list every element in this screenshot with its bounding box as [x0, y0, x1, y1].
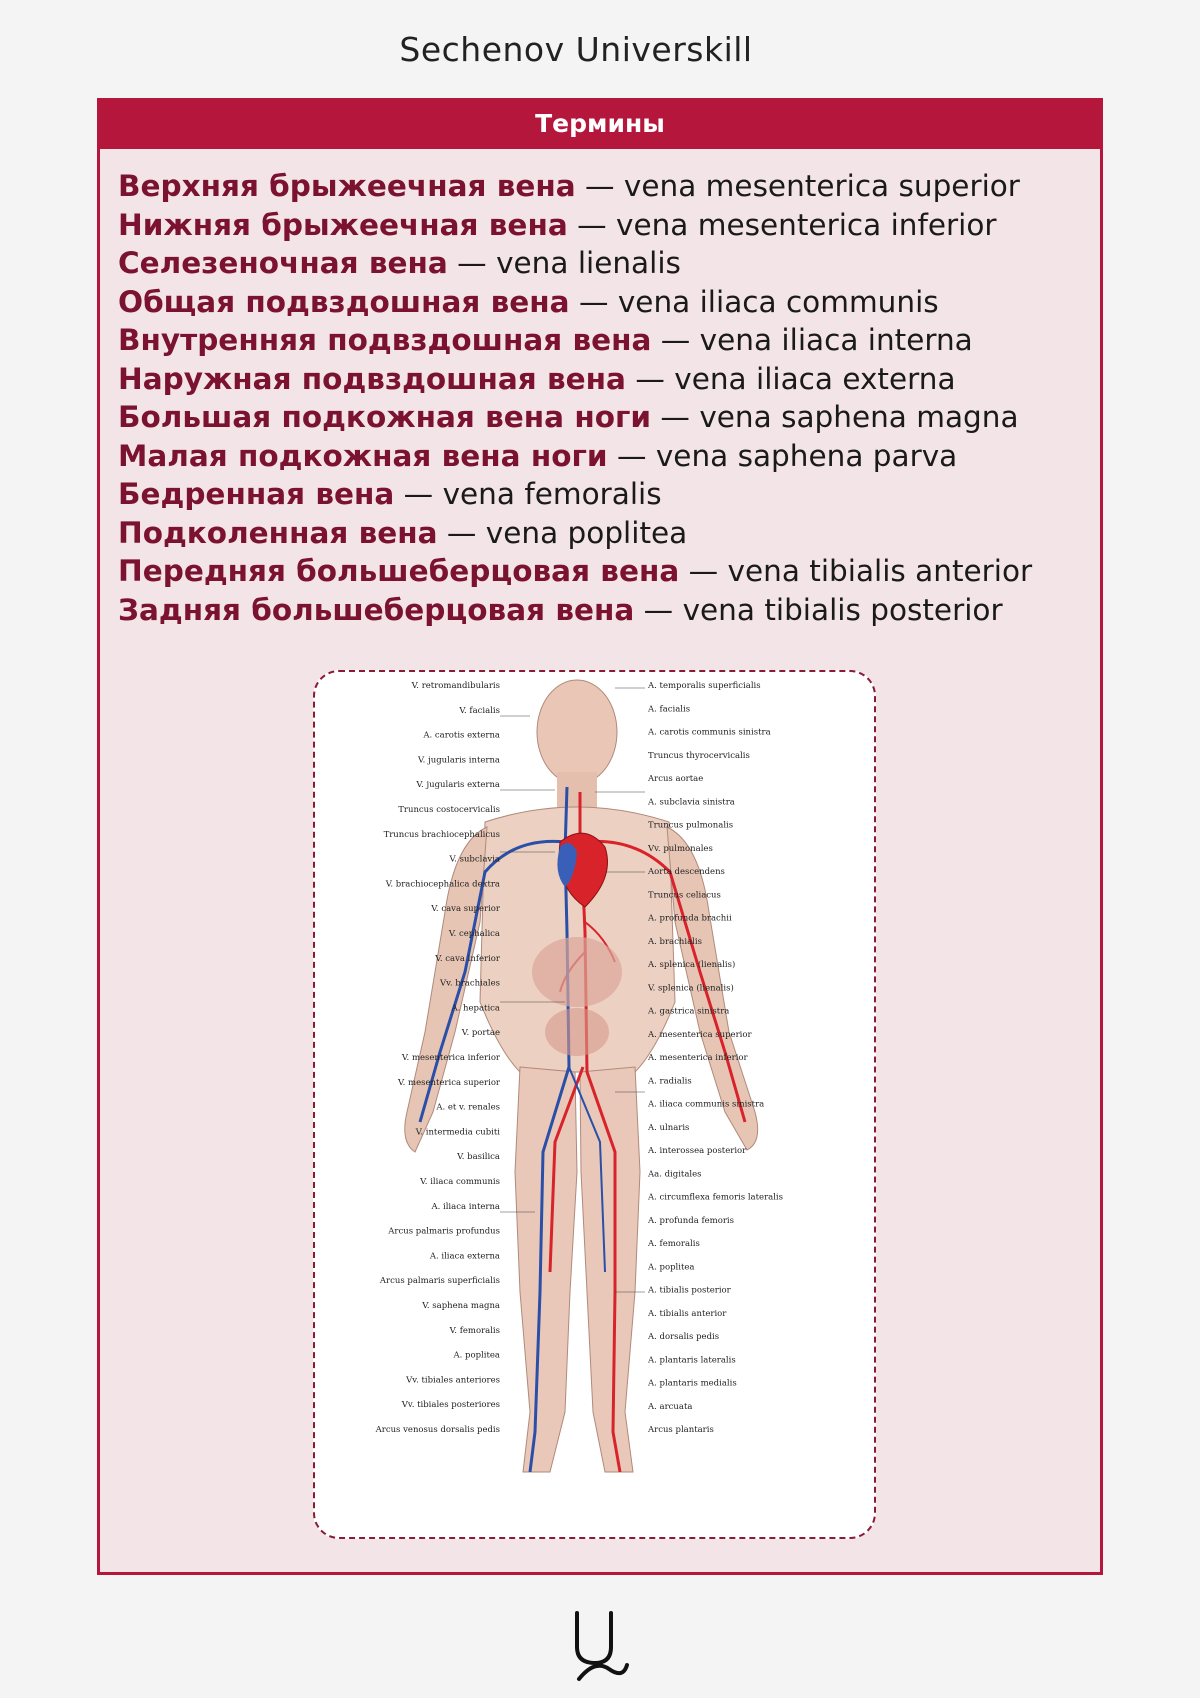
- figure-label: Truncus brachiocephalicus: [383, 829, 500, 840]
- figure-label: A. subclavia sinistra: [648, 797, 735, 808]
- figure-label: V. intermedia cubiti: [415, 1127, 500, 1138]
- figure-label: V. retromandibularis: [411, 681, 500, 691]
- term-row: [118, 437, 1100, 476]
- term-latin: vena lienalis: [496, 246, 681, 280]
- figure-label: A. plantaris lateralis: [648, 1355, 736, 1366]
- figure-label: A. profunda femoris: [648, 1215, 734, 1226]
- term-separator: —: [569, 284, 618, 319]
- figure-label: A. mesenterica inferior: [648, 1053, 748, 1063]
- term-latin: vena mesenterica superior: [623, 169, 1020, 203]
- figure-label: A. gastrica sinistra: [648, 1006, 730, 1017]
- term-russian: Подколенная вена: [118, 515, 438, 550]
- term-separator: —: [447, 246, 497, 280]
- figure-label: V. mesenterica superior: [397, 1077, 500, 1088]
- term-separator: —: [575, 169, 624, 203]
- term-separator: —: [625, 361, 675, 396]
- circulatory-system-illustration: [315, 672, 874, 1537]
- term-row: [118, 244, 1100, 283]
- term-russian: Наружная подвздошная вена: [118, 361, 626, 396]
- figure-label: A. dorsalis pedis: [648, 1332, 720, 1342]
- term-row: [118, 167, 1100, 206]
- figure-label: V. basilica: [457, 1152, 500, 1163]
- term-separator: —: [651, 400, 700, 434]
- figure-label: Truncus thyrocervicalis: [648, 750, 750, 761]
- term-separator: —: [567, 207, 616, 242]
- figure-label: V. splenica (lienalis): [648, 983, 734, 994]
- term-latin: vena iliaca interna: [699, 323, 973, 357]
- term-separator: —: [394, 477, 443, 511]
- term-row: [118, 475, 1100, 514]
- figure-labels-left: [375, 681, 501, 1435]
- term-latin: vena poplitea: [485, 515, 688, 550]
- figure-label: A. plantaris medialis: [648, 1378, 737, 1389]
- term-row: [118, 591, 1100, 630]
- term-row: [118, 514, 1100, 553]
- term-russian: Верхняя брыжеечная вена: [118, 169, 576, 203]
- figure-label: A. et v. renales: [436, 1102, 500, 1113]
- figure-label: A. facialis: [648, 704, 691, 715]
- figure-label: A. temporalis superficialis: [648, 681, 761, 691]
- figure-label: A. tibialis anterior: [648, 1308, 727, 1319]
- term-russian: Малая подкожная вена ноги: [118, 438, 608, 473]
- universkill-logo-icon: [565, 1605, 637, 1689]
- card-heading: Термины: [100, 101, 1100, 149]
- figure-label: A. mesenterica superior: [648, 1029, 752, 1040]
- figure-label: A. carotis communis sinistra: [648, 727, 771, 738]
- figure-label: Arcus aortae: [648, 774, 704, 784]
- figure-label: A. femoralis: [648, 1239, 700, 1249]
- figure-label: Truncus celiacus: [648, 890, 721, 901]
- terms-list: [118, 167, 1100, 629]
- figure-label: Vv. pulmonales: [648, 843, 713, 854]
- figure-label: Vv. brachiales: [439, 978, 500, 989]
- term-row: [118, 398, 1100, 437]
- page-title: Sechenov Universkill: [399, 30, 753, 69]
- term-latin: vena iliaca communis: [617, 284, 939, 319]
- term-latin: vena tibialis anterior: [727, 554, 1033, 588]
- figure-label: Arcus plantaris: [648, 1425, 714, 1435]
- figure-label: V. mesenterica inferior: [401, 1053, 500, 1063]
- term-russian: Большая подкожная вена ноги: [118, 400, 652, 434]
- figure-label: A. brachialis: [648, 936, 702, 947]
- term-row: [118, 552, 1100, 591]
- figure-label: Aorta descendens: [648, 867, 725, 877]
- term-latin: vena mesenterica inferior: [616, 207, 997, 242]
- figure-label: Vv. tibiales posteriores: [401, 1400, 500, 1411]
- figure-label: V. cava superior: [431, 904, 500, 915]
- figure-label: V. subclavia: [449, 854, 500, 865]
- term-latin: vena saphena parva: [655, 438, 958, 473]
- term-russian: Общая подвздошная вена: [118, 284, 570, 319]
- figure-label: A. splenica (lienalis): [648, 960, 736, 970]
- figure-label: Arcus venosus dorsalis pedis: [375, 1425, 500, 1435]
- figure-label: A. poplitea: [453, 1350, 500, 1361]
- term-separator: —: [607, 438, 656, 473]
- term-row: [118, 283, 1100, 322]
- figure-label: A. ulnaris: [648, 1122, 690, 1133]
- figure-label: V. cava inferior: [435, 953, 500, 964]
- term-separator: —: [634, 592, 683, 627]
- figure-label: A. iliaca interna: [431, 1201, 500, 1212]
- term-russian: Селезеночная вена: [118, 246, 448, 280]
- figure-label: Arcus palmaris superficialis: [379, 1276, 500, 1287]
- figure-label: V. femoralis: [449, 1325, 500, 1336]
- figure-label: A. interossea posterior: [648, 1146, 747, 1156]
- term-latin: vena tibialis posterior: [682, 592, 1003, 627]
- term-russian: Нижняя брыжеечная вена: [118, 207, 568, 242]
- term-russian: Бедренная вена: [118, 477, 395, 511]
- figure-labels-right: [647, 681, 783, 1435]
- figure-label: A. radialis: [648, 1076, 692, 1087]
- figure-label: A. iliaca externa: [429, 1251, 500, 1262]
- figure-label: V. facialis: [459, 705, 500, 716]
- term-separator: —: [651, 323, 700, 357]
- figure-label: V. portae: [461, 1028, 500, 1039]
- figure-label: A. iliaca communis sinistra: [648, 1099, 765, 1110]
- term-row: [118, 321, 1100, 360]
- figure-label: Truncus pulmonalis: [648, 820, 734, 831]
- figure-label: A. poplitea: [648, 1262, 695, 1273]
- term-russian: Передняя большеберцовая вена: [118, 554, 680, 588]
- term-latin: vena femoralis: [442, 477, 662, 511]
- figure-label: A. tibialis posterior: [648, 1285, 731, 1296]
- term-separator: —: [679, 554, 728, 588]
- term-russian: Задняя большеберцовая вена: [118, 592, 635, 627]
- term-row: [118, 206, 1100, 245]
- term-russian: Внутренняя подвздошная вена: [118, 323, 652, 357]
- figure-label: Vv. tibiales anteriores: [406, 1375, 500, 1386]
- figure-label: A. hepatica: [451, 1003, 500, 1014]
- figure-label: Arcus palmaris profundus: [388, 1226, 500, 1237]
- term-latin: vena saphena magna: [699, 400, 1019, 434]
- figure-label: V. saphena magna: [422, 1301, 500, 1311]
- figure-label: V. brachiocephalica dextra: [385, 879, 500, 890]
- term-row: [118, 360, 1100, 399]
- figure-label: V. cephalica: [448, 929, 500, 939]
- term-latin: vena iliaca externa: [674, 361, 956, 396]
- term-separator: —: [437, 515, 486, 550]
- figure-label: A. carotis externa: [423, 730, 500, 741]
- anatomy-figure: [313, 670, 876, 1539]
- terms-card: [97, 98, 1103, 1575]
- figure-label: A. circumflexa femoris lateralis: [648, 1192, 784, 1203]
- figure-label: V. jugularis externa: [416, 780, 500, 791]
- figure-label: A. arcuata: [648, 1401, 693, 1412]
- figure-label: A. profunda brachii: [648, 913, 732, 924]
- figure-label: Aa. digitales: [648, 1169, 702, 1180]
- figure-label: V. iliaca communis: [420, 1177, 500, 1187]
- figure-label: Truncus costocervicalis: [398, 805, 500, 815]
- figure-label: V. jugularis interna: [418, 755, 500, 766]
